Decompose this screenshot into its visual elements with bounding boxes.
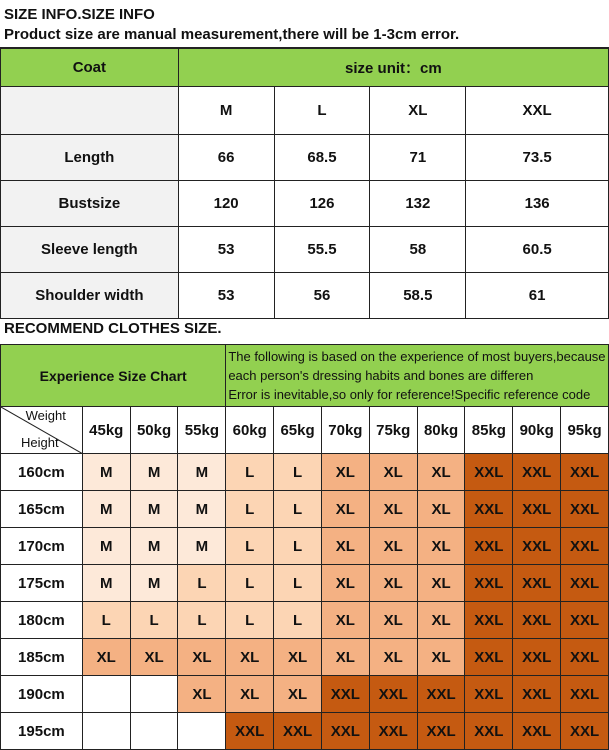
recommended-size-cell: M — [82, 565, 130, 602]
recommended-size-cell: XXL — [561, 454, 609, 491]
weight-header: 85kg — [465, 407, 513, 454]
recommended-size-cell: XXL — [561, 528, 609, 565]
height-label: 190cm — [1, 676, 83, 713]
height-row — [1, 602, 609, 639]
recommended-size-cell: L — [178, 565, 226, 602]
recommended-size-cell: XXL — [321, 713, 369, 750]
weight-header: 65kg — [274, 407, 322, 454]
measurement-value: 66 — [178, 135, 274, 181]
experience-note — [226, 345, 609, 407]
recommended-size-cell: M — [82, 454, 130, 491]
recommended-size-cell: XXL — [417, 713, 465, 750]
recommended-size-cell: XXL — [465, 565, 513, 602]
recommended-size-cell: XL — [178, 639, 226, 676]
recommended-size-cell: XL — [321, 565, 369, 602]
measurement-value: 73.5 — [466, 135, 609, 181]
recommended-size-cell: XXL — [561, 491, 609, 528]
height-row — [1, 454, 609, 491]
recommended-size-cell: XL — [321, 491, 369, 528]
recommended-size-cell: XXL — [465, 602, 513, 639]
recommended-size-cell — [82, 676, 130, 713]
weight-header: 55kg — [178, 407, 226, 454]
measurement-row — [1, 181, 609, 227]
measurement-value: 126 — [274, 181, 370, 227]
weight-header: 60kg — [226, 407, 274, 454]
note-line-1: The following is based on the experience of most buyers,because — [228, 349, 606, 364]
measurement-label: Length — [1, 135, 179, 181]
recommended-size-cell: XL — [369, 454, 417, 491]
recommended-size-cell: XXL — [465, 713, 513, 750]
measurement-value: 120 — [178, 181, 274, 227]
recommended-size-cell — [82, 713, 130, 750]
recommended-size-cell: XXL — [561, 639, 609, 676]
height-label: 165cm — [1, 491, 83, 528]
recommended-size-cell — [130, 676, 178, 713]
weight-axis-label: Weight — [25, 408, 66, 423]
recommended-size-cell: XXL — [561, 565, 609, 602]
recommended-size-cell: XL — [417, 639, 465, 676]
recommended-size-cell: XL — [369, 565, 417, 602]
weight-header: 95kg — [561, 407, 609, 454]
height-row — [1, 639, 609, 676]
recommended-size-cell: XXL — [369, 713, 417, 750]
recommended-size-cell: L — [274, 528, 322, 565]
measurement-label: Sleeve length — [1, 227, 179, 273]
recommended-size-cell: XXL — [513, 454, 561, 491]
recommended-size-cell: M — [130, 454, 178, 491]
recommended-size-cell: XXL — [513, 713, 561, 750]
recommended-size-cell: XL — [226, 676, 274, 713]
recommended-size-cell: XXL — [561, 676, 609, 713]
weight-header: 50kg — [130, 407, 178, 454]
weight-header-row — [1, 407, 609, 454]
recommended-size-cell — [130, 713, 178, 750]
measurement-value: 61 — [466, 273, 609, 319]
recommended-size-cell: L — [82, 602, 130, 639]
height-row — [1, 565, 609, 602]
size-header-xl: XL — [370, 87, 466, 135]
measurement-label: Bustsize — [1, 181, 179, 227]
recommended-size-cell: XL — [321, 602, 369, 639]
weight-header: 75kg — [369, 407, 417, 454]
recommended-size-cell: XL — [226, 639, 274, 676]
measurement-label: Shoulder width — [1, 273, 179, 319]
weight-header: 90kg — [513, 407, 561, 454]
recommended-size-cell: L — [274, 565, 322, 602]
recommended-size-cell: XL — [369, 528, 417, 565]
measurement-value: 132 — [370, 181, 466, 227]
height-label: 170cm — [1, 528, 83, 565]
measurement-value: 60.5 — [466, 227, 609, 273]
recommended-size-cell: XL — [274, 639, 322, 676]
note-line-2: each person's dressing habits and bones are differen — [228, 368, 534, 383]
recommended-size-cell: XL — [369, 491, 417, 528]
note-line-3: Error is inevitable,so only for reference!Specific reference code — [228, 387, 591, 402]
size-table — [0, 48, 609, 319]
recommended-size-cell: XXL — [513, 491, 561, 528]
recommended-size-cell: XL — [130, 639, 178, 676]
recommended-size-cell: L — [130, 602, 178, 639]
height-row — [1, 491, 609, 528]
measurement-value: 58 — [370, 227, 466, 273]
recommend-title: RECOMMEND CLOTHES SIZE. — [4, 320, 222, 337]
recommended-size-cell: XXL — [274, 713, 322, 750]
height-label: 160cm — [1, 454, 83, 491]
recommended-size-cell: XL — [417, 454, 465, 491]
measurement-row — [1, 135, 609, 181]
recommended-size-cell: XL — [417, 491, 465, 528]
weight-height-corner — [1, 407, 83, 454]
recommended-size-cell: XL — [369, 602, 417, 639]
recommended-size-cell: XL — [417, 602, 465, 639]
recommended-size-cell: M — [82, 528, 130, 565]
size-table-corner: Coat — [1, 49, 179, 87]
size-info-header — [0, 0, 609, 48]
recommended-size-cell: XL — [417, 528, 465, 565]
recommended-size-cell: XL — [178, 676, 226, 713]
recommended-size-cell: M — [130, 528, 178, 565]
measurement-value: 53 — [178, 227, 274, 273]
recommended-size-cell: L — [226, 565, 274, 602]
recommended-size-cell: XXL — [465, 676, 513, 713]
experience-chart-label: Experience Size Chart — [1, 345, 226, 407]
measurement-row — [1, 227, 609, 273]
experience-size-chart — [0, 344, 609, 750]
recommended-size-cell: XXL — [513, 676, 561, 713]
height-label: 180cm — [1, 602, 83, 639]
recommended-size-cell: XXL — [465, 454, 513, 491]
measurement-value: 58.5 — [370, 273, 466, 319]
recommended-size-cell: XXL — [465, 528, 513, 565]
recommended-size-cell: XL — [82, 639, 130, 676]
height-label: 195cm — [1, 713, 83, 750]
height-row — [1, 676, 609, 713]
size-unit-label: size unit：cm — [178, 49, 608, 87]
recommended-size-cell: XXL — [465, 639, 513, 676]
measurement-value: 68.5 — [274, 135, 370, 181]
recommended-size-cell: L — [274, 491, 322, 528]
recommended-size-cell: M — [82, 491, 130, 528]
recommended-size-cell: L — [226, 602, 274, 639]
recommended-size-cell: XXL — [513, 639, 561, 676]
measurement-value: 136 — [466, 181, 609, 227]
recommended-size-cell: XL — [321, 639, 369, 676]
height-row — [1, 713, 609, 750]
height-label: 185cm — [1, 639, 83, 676]
recommended-size-cell: XXL — [417, 676, 465, 713]
size-header-m: M — [178, 87, 274, 135]
recommended-size-cell: M — [178, 491, 226, 528]
recommended-size-cell: XL — [321, 454, 369, 491]
weight-header: 45kg — [82, 407, 130, 454]
size-header-xxl: XXL — [466, 87, 609, 135]
recommended-size-cell: M — [130, 565, 178, 602]
recommended-size-cell: XXL — [369, 676, 417, 713]
recommended-size-cell: XL — [369, 639, 417, 676]
recommended-size-cell: L — [178, 602, 226, 639]
recommended-size-cell — [178, 713, 226, 750]
recommended-size-cell: XXL — [513, 565, 561, 602]
recommended-size-cell: XXL — [561, 713, 609, 750]
size-info-title: SIZE INFO.SIZE INFO — [4, 6, 155, 23]
recommended-size-cell: L — [274, 454, 322, 491]
size-header-blank — [1, 87, 179, 135]
recommended-size-cell: XXL — [513, 528, 561, 565]
recommended-size-cell: XXL — [561, 602, 609, 639]
measurement-row — [1, 273, 609, 319]
weight-header: 70kg — [321, 407, 369, 454]
measurement-value: 53 — [178, 273, 274, 319]
recommended-size-cell: XL — [321, 528, 369, 565]
height-axis-label: Height — [21, 435, 59, 450]
height-label: 175cm — [1, 565, 83, 602]
recommended-size-cell: L — [226, 528, 274, 565]
recommended-size-cell: L — [274, 602, 322, 639]
recommended-size-cell: M — [130, 491, 178, 528]
recommended-size-cell: XL — [417, 565, 465, 602]
recommended-size-cell: L — [226, 491, 274, 528]
recommended-size-cell: XXL — [513, 602, 561, 639]
recommended-size-cell: XL — [274, 676, 322, 713]
measurement-value: 55.5 — [274, 227, 370, 273]
measurement-value: 71 — [370, 135, 466, 181]
size-header-l: L — [274, 87, 370, 135]
recommended-size-cell: M — [178, 454, 226, 491]
recommended-size-cell: M — [178, 528, 226, 565]
measurement-note: Product size are manual measurement,there will be 1-3cm error. — [4, 26, 460, 43]
recommended-size-cell: XXL — [226, 713, 274, 750]
recommended-size-cell: XXL — [465, 491, 513, 528]
measurement-value: 56 — [274, 273, 370, 319]
weight-header: 80kg — [417, 407, 465, 454]
height-row — [1, 528, 609, 565]
recommended-size-cell: XXL — [321, 676, 369, 713]
recommended-size-cell: L — [226, 454, 274, 491]
